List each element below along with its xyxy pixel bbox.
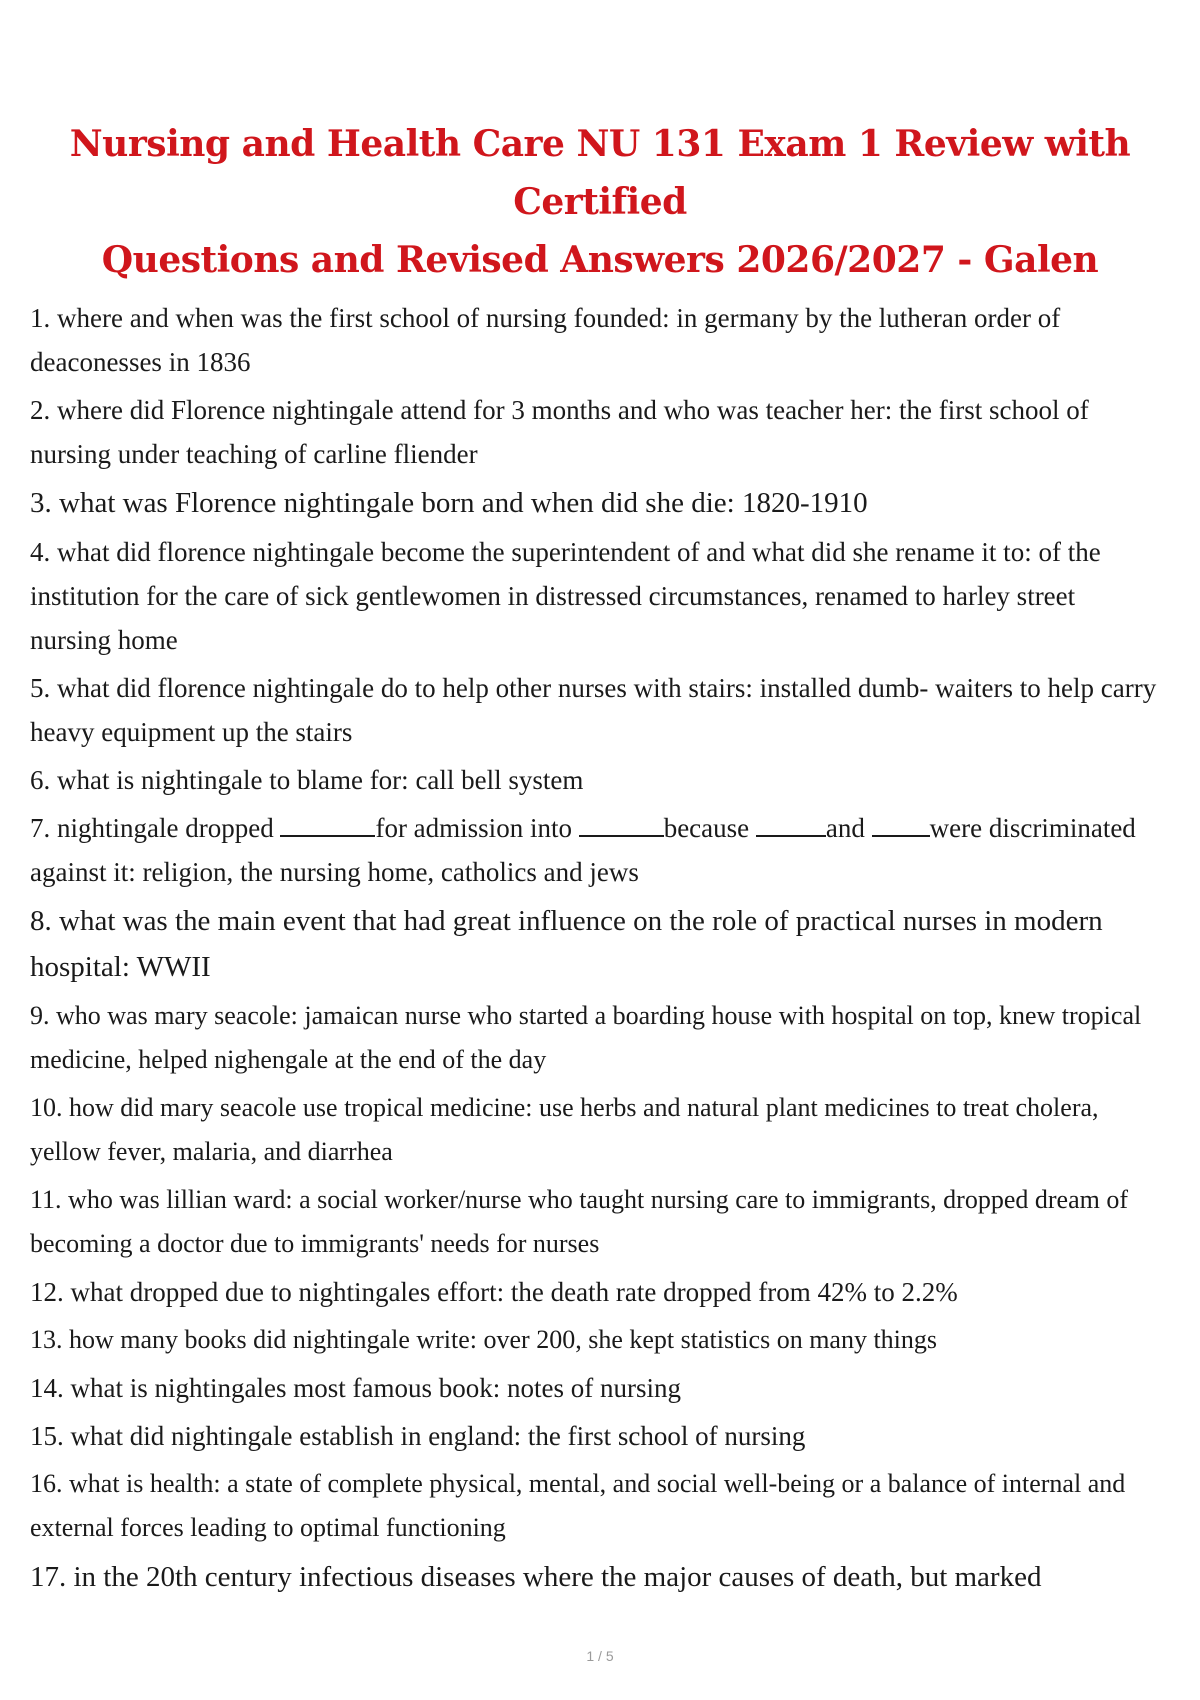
item-number: 9. xyxy=(30,1001,50,1030)
document-title xyxy=(40,115,1160,289)
qa-item-14 xyxy=(30,1366,1160,1410)
qa-item-7 xyxy=(30,806,1160,894)
answer-text: a state of complete physical, mental, and social well-being or a balance of internal and external forces leading to optimal functioning xyxy=(30,1469,1126,1542)
question-text: what is nightingale to blame for: xyxy=(57,765,409,795)
qa-item-2 xyxy=(30,388,1160,476)
qa-item-9 xyxy=(30,994,1160,1082)
qa-item-16 xyxy=(30,1462,1160,1550)
answer-text: in germany by the lutheran order of deaconesses in 1836 xyxy=(30,303,1061,377)
title-line-1: Nursing and Health Care NU 131 Exam 1 Review with Certified xyxy=(69,123,1131,223)
qa-list xyxy=(30,296,1160,1604)
answer-text: the death rate dropped from 42% to 2.2% xyxy=(510,1277,958,1307)
item-number: 17. xyxy=(30,1561,67,1593)
item-number: 7. xyxy=(30,813,51,843)
question-text: what did nightingale establish in england: xyxy=(70,1421,522,1451)
item-number: 12. xyxy=(30,1277,64,1307)
qa-item-8 xyxy=(30,898,1160,990)
question-text: who was lillian ward: xyxy=(68,1185,293,1214)
question-part-4: and xyxy=(825,813,865,843)
question-text: what dropped due to nightingales effort: xyxy=(70,1277,505,1307)
item-number: 8. xyxy=(30,905,52,937)
item-number: 16. xyxy=(30,1469,63,1498)
question-text: how did mary seacole use tropical medicine: xyxy=(69,1093,533,1122)
question-text: what is nightingales most famous book: xyxy=(70,1373,501,1403)
answer-text: WWII xyxy=(136,951,211,983)
item-number: 3. xyxy=(30,487,52,519)
answer-text: the first school of nursing under teaching of carline fliender xyxy=(30,395,1089,469)
answer-text: of the institution for the care of sick gentlewomen in distressed circumstances, renamed to harley street nursing home xyxy=(30,537,1101,655)
question-text: what is health: xyxy=(69,1469,221,1498)
question-part-1: nightingale dropped xyxy=(57,813,274,843)
question-text: what was the main event that had great influence on the role of practical nurses in modern hospital: xyxy=(30,905,1103,983)
qa-item-10 xyxy=(30,1086,1160,1174)
answer-text: over 200, she kept statistics on many things xyxy=(483,1325,938,1354)
question-text: what did florence nightingale become the superintendent of and what did she rename it to: xyxy=(57,537,1032,567)
qa-item-5 xyxy=(30,666,1160,754)
qa-item-1 xyxy=(30,296,1160,384)
question-text: what was Florence nightingale born and when did she die: xyxy=(59,487,735,519)
question-text: what did florence nightingale do to help other nurses with stairs: xyxy=(57,673,753,703)
answer-text: the first school of nursing xyxy=(527,1421,806,1451)
answer-text: 1820-1910 xyxy=(741,487,868,519)
fill-in-blank-4 xyxy=(872,813,930,837)
question-part-5: were discriminated against it: xyxy=(30,813,1136,887)
item-number: 11. xyxy=(30,1185,62,1214)
qa-item-3 xyxy=(30,480,1160,526)
item-number: 2. xyxy=(30,395,51,425)
qa-item-13 xyxy=(30,1318,1160,1362)
qa-item-17 xyxy=(30,1554,1160,1600)
item-number: 1. xyxy=(30,303,51,333)
qa-item-11 xyxy=(30,1178,1160,1266)
fill-in-blank-1 xyxy=(280,813,375,837)
question-text: in the 20th century infectious diseases where the major causes of death, but marked xyxy=(73,1561,1042,1593)
fill-in-blank-2 xyxy=(579,813,664,837)
question-text: where and when was the first school of nursing founded: xyxy=(57,303,670,333)
item-number: 5. xyxy=(30,673,51,703)
item-number: 10. xyxy=(30,1093,63,1122)
title-line-2: Questions and Revised Answers 2026/2027 - Galen xyxy=(101,239,1099,281)
qa-item-15 xyxy=(30,1414,1160,1458)
fill-in-blank-3 xyxy=(756,813,826,837)
qa-item-12 xyxy=(30,1270,1160,1314)
item-number: 13. xyxy=(30,1325,63,1354)
answer-text: notes of nursing xyxy=(506,1373,681,1403)
question-text: where did Florence nightingale attend for 3 months and who was teacher her: xyxy=(57,395,893,425)
answer-text: jamaican nurse who started a boarding house with hospital on top, knew tropical medicine, helped nighengale at the end of the day xyxy=(30,1001,1142,1074)
question-part-2: for admission into xyxy=(375,813,572,843)
item-number: 4. xyxy=(30,537,51,567)
question-text: how many books did nightingale write: xyxy=(69,1325,478,1354)
answer-text: a social worker/nurse who taught nursing care to immigrants, dropped dream of becoming a doctor due to immigrants' needs for nurses xyxy=(30,1185,1129,1258)
page-indicator: 1 / 5 xyxy=(586,1648,614,1664)
item-number: 14. xyxy=(30,1373,64,1403)
answer-text: call bell system xyxy=(415,765,584,795)
qa-item-6 xyxy=(30,758,1160,802)
answer-text: installed dumb- waiters to help carry heavy equipment up the stairs xyxy=(30,673,1157,747)
qa-item-4 xyxy=(30,530,1160,662)
question-part-3: because xyxy=(663,813,750,843)
answer-text: use herbs and natural plant medicines to treat cholera, yellow fever, malaria, and diarrhea xyxy=(30,1093,1099,1166)
item-number: 15. xyxy=(30,1421,64,1451)
answer-text: religion, the nursing home, catholics and jews xyxy=(142,857,639,887)
item-number: 6. xyxy=(30,765,51,795)
question-text: who was mary seacole: xyxy=(56,1001,298,1030)
